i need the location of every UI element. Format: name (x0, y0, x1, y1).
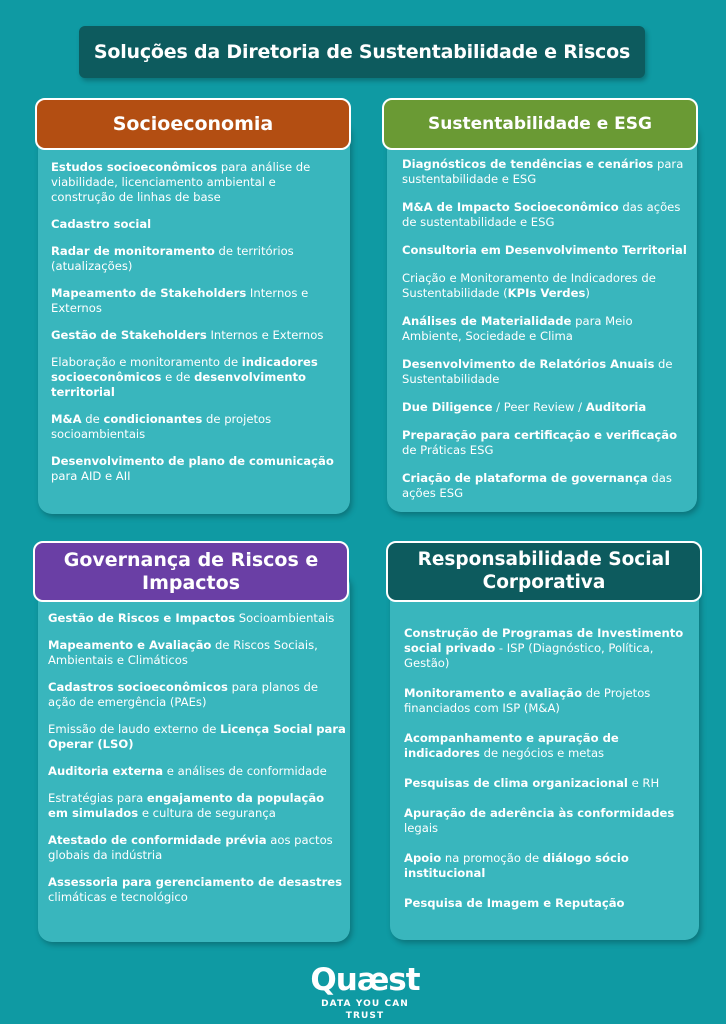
card-sustentabilidade-esg (387, 113, 697, 512)
list-item (51, 217, 341, 232)
list-item (48, 680, 346, 710)
list-item (402, 471, 690, 501)
list-item (402, 357, 690, 387)
item-highlight: M&A (51, 412, 82, 426)
card-governanca-riscos (38, 548, 350, 942)
item-highlight: condicionantes (103, 412, 203, 426)
item-text: de Práticas ESG (402, 443, 494, 457)
item-text: para planos de ação de emergência (PAEs) (48, 680, 318, 709)
card-socioeconomia (38, 112, 350, 514)
item-highlight: Due Diligence (402, 400, 493, 414)
list-item (402, 243, 690, 258)
list-item (48, 833, 346, 863)
item-highlight: Pesquisa de Imagem e Reputação (404, 896, 625, 910)
item-highlight: engajamento da população em simulados (48, 791, 325, 820)
item-highlight: diálogo sócio institucional (404, 851, 629, 880)
logo-tagline: DATA YOU CAN TRUST (321, 999, 409, 1021)
item-text: para sustentabilidade e ESG (402, 157, 684, 186)
item-highlight: Cadastros socioeconômicos (48, 680, 228, 694)
list-item (51, 286, 341, 316)
item-highlight: Licença Social para Operar (LSO) (48, 722, 346, 751)
item-highlight: Preparação para certificação e verificação (402, 428, 678, 442)
item-highlight: Cadastro social (51, 217, 152, 231)
item-text: de Sustentabilidade (402, 357, 673, 386)
list-item (402, 314, 690, 344)
item-highlight: Criação de plataforma de governança (402, 471, 648, 485)
item-text: de territórios (atualizações) (51, 244, 294, 273)
item-highlight: Desenvolvimento de Relatórios Anuais (402, 357, 655, 371)
item-text: de (81, 412, 104, 426)
item-text: de Projetos financiados com ISP (M&A) (404, 686, 651, 715)
card-header-governanca-riscos: Governança de Riscos e Impactos (33, 541, 349, 602)
item-highlight: Consultoria em Desenvolvimento Territorial (402, 243, 687, 257)
list-item (48, 638, 346, 668)
list-item (51, 328, 341, 343)
item-highlight: Auditoria (585, 400, 647, 414)
item-text: / Peer Review / (492, 400, 586, 414)
card-header-socioeconomia: Socioeconomia (35, 98, 351, 150)
item-highlight: Acompanhamento e apuração de indicadores (404, 731, 619, 760)
item-text: das ações de sustentabilidade e ESG (402, 200, 681, 229)
item-highlight: Gestão de Stakeholders (51, 328, 207, 342)
item-highlight: Mapeamento de Stakeholders (51, 286, 247, 300)
item-text: para Meio Ambiente, Sociedade e Clima (402, 314, 633, 343)
governanca-riscos-list (48, 611, 346, 917)
list-item (51, 244, 341, 274)
list-item (48, 791, 346, 821)
item-text: das ações ESG (402, 471, 672, 500)
list-item (48, 722, 346, 752)
list-item (48, 764, 346, 779)
item-text: e cultura de segurança (138, 806, 276, 820)
item-highlight: Diagnósticos de tendências e cenários (402, 157, 654, 171)
item-text: Internos e Externos (51, 286, 309, 315)
item-text: de projetos socioambientais (51, 412, 272, 441)
list-item (404, 776, 694, 791)
item-highlight: Análises de Materialidade (402, 314, 572, 328)
item-text: Estratégias para (48, 791, 147, 805)
item-text: na promoção de (441, 851, 543, 865)
item-text: Emissão de laudo externo de (48, 722, 221, 736)
list-item (51, 454, 341, 484)
list-item (404, 626, 694, 671)
list-item (404, 686, 694, 716)
list-item (402, 200, 690, 230)
item-text: para AID e AII (51, 469, 131, 483)
item-highlight: Estudos socioeconômicos (51, 160, 218, 174)
item-highlight: Radar de monitoramento (51, 244, 215, 258)
item-text: Elaboração e monitoramento de (51, 355, 242, 369)
item-text: e de (161, 370, 195, 384)
item-text: Socioambientais (235, 611, 335, 625)
item-text: e RH (627, 776, 660, 790)
item-text: de negócios e metas (479, 746, 605, 760)
list-item (402, 400, 690, 415)
card-header-sustentabilidade-esg: Sustentabilidade e ESG (382, 98, 698, 150)
list-item (404, 731, 694, 761)
item-highlight: Mapeamento e Avaliação (48, 638, 212, 652)
list-item (48, 611, 346, 626)
list-item (402, 157, 690, 187)
item-text: ) (585, 286, 590, 300)
item-highlight: M&A de Impacto Socioeconômico (402, 200, 619, 214)
item-highlight: Assessoria para gerenciamento de desastres (48, 875, 343, 889)
item-highlight: indicadores socioeconômicos (51, 355, 318, 384)
list-item (402, 428, 690, 458)
list-item (51, 160, 341, 205)
responsabilidade-social-list (404, 626, 694, 926)
list-item (404, 806, 694, 836)
item-text: legais (404, 821, 439, 835)
list-item (402, 271, 690, 301)
item-highlight: desenvolvimento territorial (51, 370, 306, 399)
card-responsabilidade-social (390, 549, 699, 940)
item-text: e análises de conformidade (163, 764, 327, 778)
item-highlight: Apoio (404, 851, 442, 865)
card-header-responsabilidade-social: Responsabilidade Social Corporativa (386, 541, 702, 602)
item-highlight: KPIs Verdes (507, 286, 586, 300)
logo-wordmark: Quæst (310, 962, 420, 998)
item-highlight: Construção de Programas de Investimento social privado (404, 626, 684, 655)
sustentabilidade-esg-list (402, 157, 690, 514)
item-highlight: Auditoria externa (48, 764, 164, 778)
item-text: Internos e Externos (206, 328, 324, 342)
list-item (404, 896, 694, 911)
item-highlight: Apuração de aderência às conformidades (404, 806, 675, 820)
item-text: - ISP (Diagnóstico, Política, Gestão) (404, 641, 654, 670)
list-item (48, 875, 346, 905)
item-highlight: Monitoramento e avaliação (404, 686, 583, 700)
item-highlight: Desenvolvimento de plano de comunicação (51, 454, 334, 468)
list-item (404, 851, 694, 881)
quaest-logo (300, 962, 430, 1021)
list-item (51, 412, 341, 442)
item-highlight: Gestão de Riscos e Impactos (48, 611, 236, 625)
item-text: para análise de viabilidade, licenciamento ambiental e construção de linhas de base (51, 160, 311, 204)
item-text: climáticas e tecnológico (48, 890, 188, 904)
item-text: de Riscos Sociais, Ambientais e Climáticos (48, 638, 318, 667)
item-text: aos pactos globais da indústria (48, 833, 333, 862)
page-title: Soluções da Diretoria de Sustentabilidade e Riscos (79, 26, 645, 78)
socioeconomia-list (51, 160, 341, 496)
item-highlight: Atestado de conformidade prévia (48, 833, 267, 847)
list-item (51, 355, 341, 400)
item-text: Criação e Monitoramento de Indicadores de Sustentabilidade ( (402, 271, 656, 300)
item-highlight: Pesquisas de clima organizacional (404, 776, 628, 790)
